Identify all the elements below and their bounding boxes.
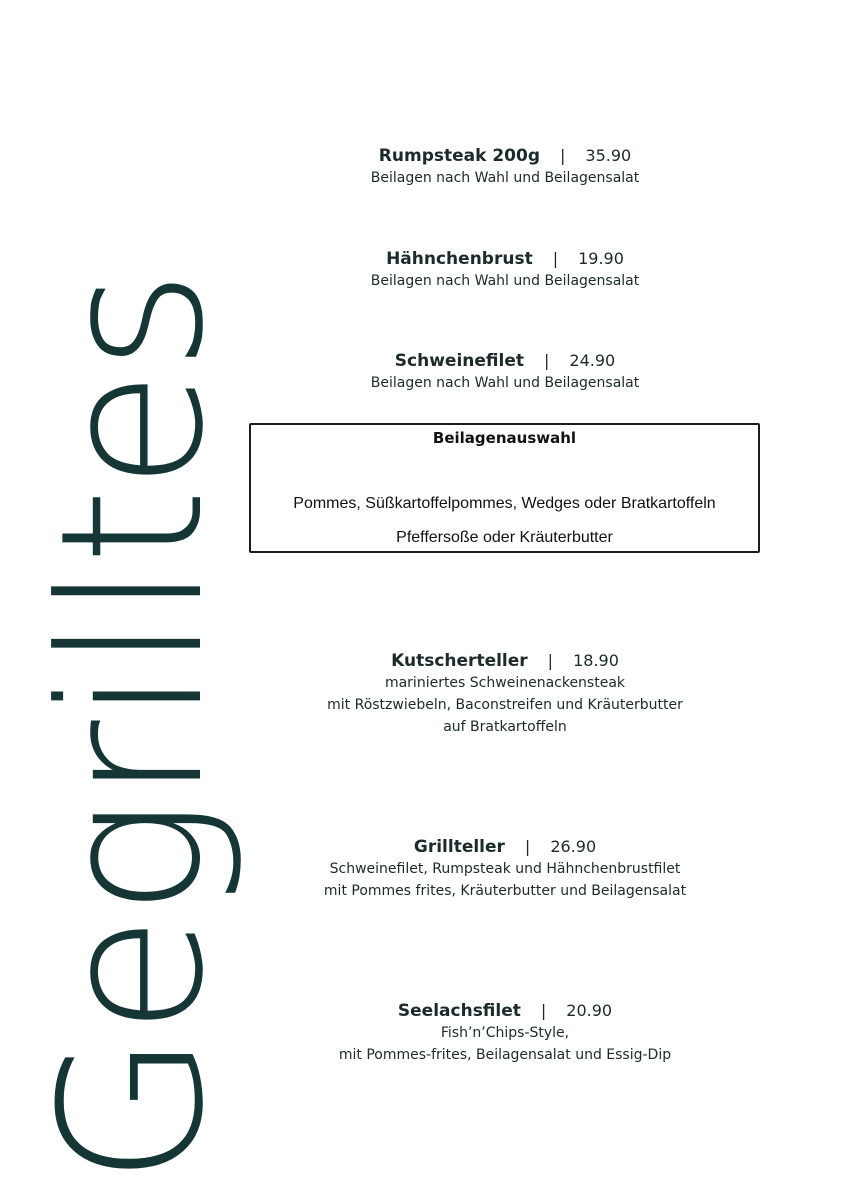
- item-description: Schweinefilet, Rumpsteak und Hähnchenbrustfilet: [329, 861, 681, 877]
- item-price: 20.90: [566, 1001, 613, 1020]
- menu-item-schweinefilet: [250, 350, 760, 394]
- item-separator: |: [540, 1001, 547, 1020]
- menu-item-seelachsfilet: [250, 1000, 760, 1066]
- menu-item-kutscherteller: [250, 650, 760, 738]
- sides-options: Pommes, Süßkartoffelpommes, Wedges oder Bratkartoffeln: [293, 495, 716, 512]
- item-name: Seelachsfilet: [397, 1001, 521, 1021]
- menu-item-grillteller: [250, 836, 760, 902]
- sides-box-title: Beilagenauswahl: [432, 429, 577, 447]
- item-description: mit Pommes-frites, Beilagensalat und Essig-Dip: [338, 1047, 672, 1063]
- item-separator: |: [560, 146, 566, 165]
- menu-item-haehnchenbrust: [250, 248, 760, 292]
- item-price: 18.90: [573, 651, 619, 670]
- item-description: Beilagen nach Wahl und Beilagensalat: [370, 170, 640, 186]
- sauce-options: Pfeffersoße oder Kräuterbutter: [396, 529, 613, 546]
- item-name: Kutscherteller: [391, 651, 528, 671]
- item-separator: |: [547, 651, 554, 670]
- item-price: 24.90: [569, 351, 616, 370]
- item-name: Rumpsteak 200g: [378, 146, 540, 166]
- item-price: 26.90: [550, 837, 597, 856]
- item-separator: |: [552, 249, 559, 268]
- item-name: Hähnchenbrust: [386, 249, 533, 269]
- item-description: auf Bratkartoffeln: [443, 719, 567, 735]
- item-name: Schweinefilet: [394, 351, 524, 371]
- sides-selection-box: [249, 423, 760, 553]
- item-description: Beilagen nach Wahl und Beilagensalat: [370, 273, 640, 289]
- item-name: Grillteller: [413, 837, 505, 857]
- item-separator: |: [544, 351, 550, 370]
- item-price: 19.90: [578, 249, 624, 268]
- item-description: mit Pommes frites, Kräuterbutter und Beilagensalat: [323, 883, 687, 899]
- item-separator: |: [524, 837, 531, 856]
- item-price: 35.90: [585, 146, 632, 165]
- page-title-vertical: Gegrilltes: [19, 271, 247, 1185]
- item-description: mariniertes Schweinenackensteak: [384, 675, 626, 691]
- item-description: mit Röstzwiebeln, Baconstreifen und Kräuterbutter: [327, 697, 683, 713]
- menu-item-rumpsteak: [250, 145, 760, 189]
- item-description: Fish’n’Chips-Style,: [440, 1025, 570, 1041]
- item-description: Beilagen nach Wahl und Beilagensalat: [370, 375, 640, 391]
